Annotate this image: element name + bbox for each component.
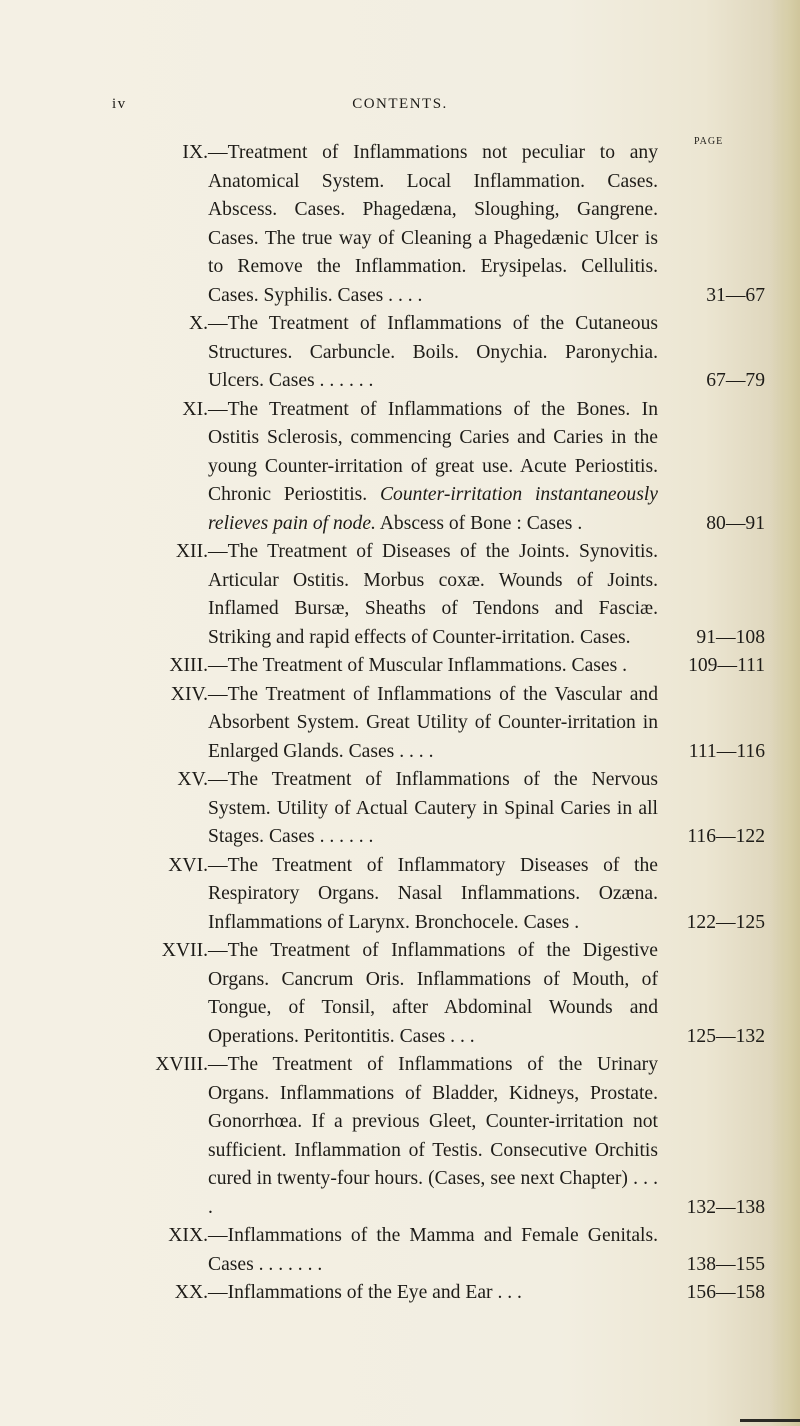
contents-entry xyxy=(0,139,800,310)
chapter-number: IX. xyxy=(182,142,208,163)
page-range: 122—125 xyxy=(686,911,765,933)
chapter-number: XVII. xyxy=(161,940,208,961)
bottom-rule xyxy=(740,1419,800,1422)
chapter-description-tail: Abscess of Bone : Cases xyxy=(375,512,573,534)
chapter-description: —The Treatment of Inflammations of the Digestive Organs. Cancrum Oris. Inflammations of Mouth, of Tongue, of Tonsil, after Abdominal Wounds and Operations. Peritontitis. Cases xyxy=(208,940,658,1047)
leader-dots: . . . . . . xyxy=(314,370,374,391)
chapter-description: —Inflammations of the Eye and Ear xyxy=(208,1282,493,1303)
leader-dots: . . . . xyxy=(208,1168,658,1218)
chapter-description-italic: Counter-irritation instantaneously relieves pain of node. xyxy=(208,484,658,534)
chapter-number: X. xyxy=(188,313,208,334)
page-range: 116—122 xyxy=(687,826,765,847)
page-range: 138—155 xyxy=(686,1253,765,1275)
chapter-description: —The Treatment of Muscular Inflammations. Cases xyxy=(208,655,618,676)
page-range: 80—91 xyxy=(706,512,765,534)
contents-entry xyxy=(0,396,800,539)
contents-entry xyxy=(0,310,800,396)
chapter-number: XIX. xyxy=(168,1225,208,1246)
running-head xyxy=(0,96,800,120)
chapter-description: —Inflammations of the Mamma and Female Genitals. Cases xyxy=(208,1225,658,1275)
page-range: 109—111 xyxy=(688,655,765,676)
chapter-number: XIV. xyxy=(170,683,208,705)
page-column-label: PAGE xyxy=(694,136,724,147)
contents-entry xyxy=(0,766,800,852)
page-range: 111—116 xyxy=(688,740,765,762)
leader-dots: . xyxy=(572,512,583,534)
chapter-number: XIII. xyxy=(169,655,208,676)
chapter-description: —The Treatment of Inflammations of the Vascular and Absorbent System. Great Utility of Counter-irritation in Enlarged Glands. Cases xyxy=(208,683,658,762)
contents-entry xyxy=(0,538,800,652)
contents-entry xyxy=(0,652,800,681)
chapter-number: XVIII. xyxy=(155,1054,208,1075)
page-range: 132—138 xyxy=(686,1196,765,1218)
leader-dots: . . . . . . xyxy=(314,826,374,847)
contents-entry xyxy=(0,681,800,767)
running-head-title: CONTENTS. xyxy=(352,96,448,112)
contents-entry xyxy=(0,1051,800,1222)
leader-dots: . xyxy=(617,655,628,676)
chapter-description: —Treatment of Inflammations not peculiar to any Anatomical System. Local Inflammation. Cases. Abscess. Cases. Phagedæna, Sloughing, Gangrene. Cases. The true way of Cleaning a Phagedænic Ulcer is to Remove the Inflammation. Erysipelas. Cellulitis. Cases. Syphilis. Cases xyxy=(208,142,658,306)
contents-entry xyxy=(0,852,800,938)
page-range: 31—67 xyxy=(706,284,765,306)
chapter-number: XVI. xyxy=(168,854,208,876)
contents-list xyxy=(0,139,800,1308)
page-range: 91—108 xyxy=(696,626,765,648)
chapter-number: XV. xyxy=(177,769,208,790)
chapter-description: —The Treatment of Inflammatory Diseases of the Respiratory Organs. Nasal Inflammations. Ozæna. Inflammations of Larynx. Bronchocele. Cases xyxy=(208,854,658,933)
chapter-description: —The Treatment of Inflammations of the Cutaneous Structures. Carbuncle. Boils. Onychia. Paronychia. Ulcers. Cases xyxy=(208,313,658,391)
chapter-number: XX. xyxy=(174,1282,208,1303)
page-range: 125—132 xyxy=(686,1025,765,1047)
leader-dots: . . . xyxy=(445,1025,475,1047)
leader-dots: . . . xyxy=(492,1282,522,1303)
page-range: 67—79 xyxy=(706,370,765,391)
leader-dots: . . . . . . . xyxy=(253,1253,323,1275)
chapter-number: XII. xyxy=(175,541,208,562)
contents-entry xyxy=(0,937,800,1051)
chapter-description: —The Treatment of Diseases of the Joints. Synovitis. Articular Ostitis. Morbus coxæ. Wounds of Joints. Inflamed Bursæ, Sheaths of Tendons and Fasciæ. Striking and rapid effects of Counter-irritation. Cases. xyxy=(208,541,658,648)
chapter-description: —The Treatment of Inflammations of the Urinary Organs. Inflammations of Bladder, Kidneys, Prostate. Gonorrhœa. If a previous Gleet, Counter-irritation not sufficient. Inflammation of Testis. Consecutive Orchitis cured in twenty-four hours. (Cases, see next Chapter) xyxy=(208,1054,658,1189)
chapter-description: —The Treatment of Inflammations of the Nervous System. Utility of Actual Cautery in Spinal Caries in all Stages. Cases xyxy=(208,769,658,847)
leader-dots: . xyxy=(569,911,580,933)
page-range: 156—158 xyxy=(686,1282,765,1303)
chapter-description: —The Treatment of Inflammations of the Bones. In Ostitis Sclerosis, commencing Caries and Caries in the young Counter-irritation of great use. Acute Periostitis. Chronic Periostitis. xyxy=(208,398,658,505)
contents-entry xyxy=(0,1279,800,1308)
contents-entry xyxy=(0,1222,800,1279)
page-folio: iv xyxy=(112,96,127,112)
chapter-number: XI. xyxy=(182,398,208,420)
leader-dots: . . . . xyxy=(394,740,434,762)
leader-dots: . . . . xyxy=(383,284,423,306)
